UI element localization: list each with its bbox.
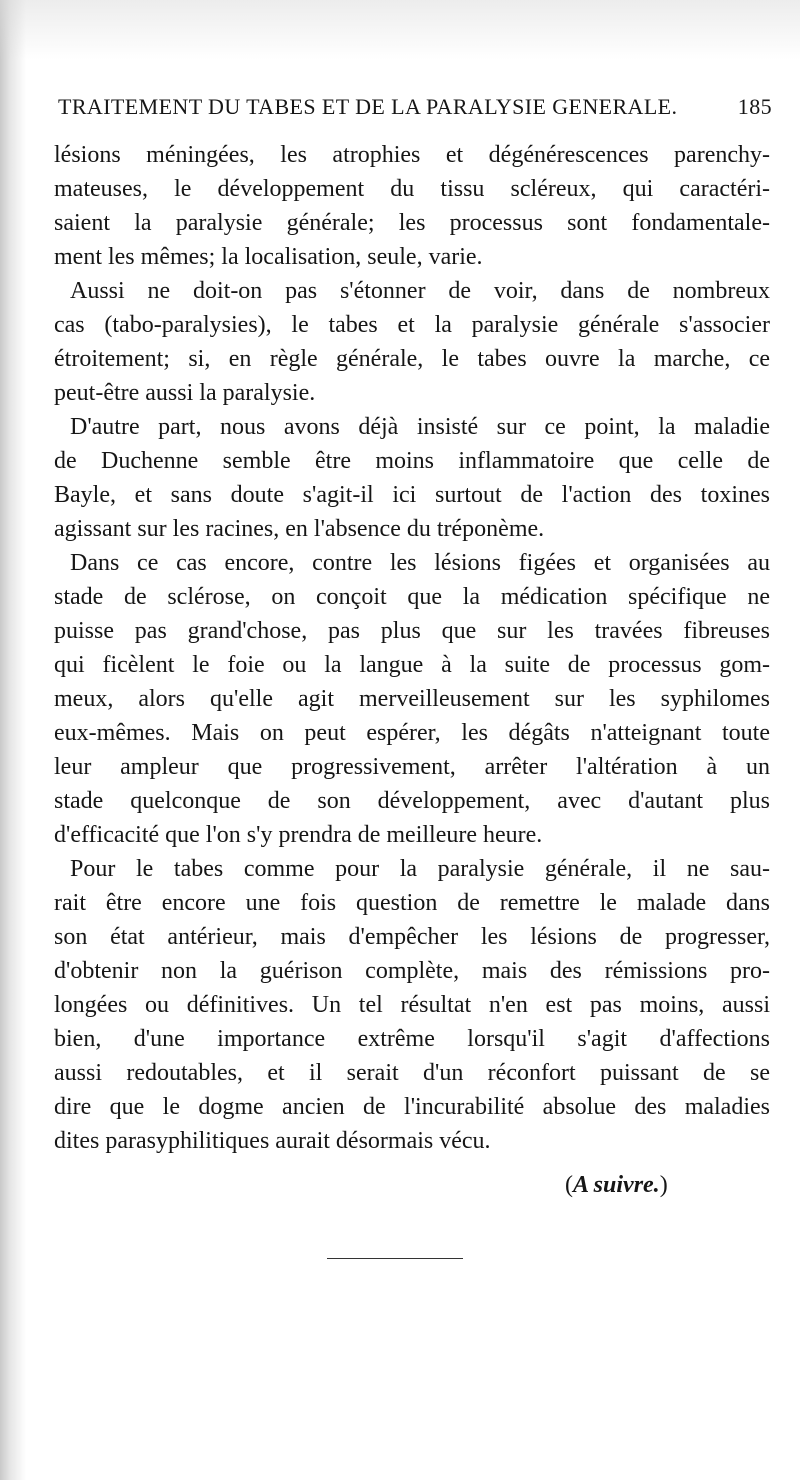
- text-line: lésions méningées, les atrophies et dégénérescences parenchy-: [54, 142, 770, 168]
- text-line: cas (tabo-paralysies), le tabes et la paralysie générale s'associer: [54, 312, 770, 338]
- text-line: dites parasyphilitiques aurait désormais vécu.: [54, 1128, 491, 1154]
- text-line: rait être encore une fois question de remettre le malade dans: [54, 890, 770, 916]
- text-line: Pour le tabes comme pour la paralysie générale, il ne sau-: [70, 856, 770, 882]
- text-line: ment les mêmes; la localisation, seule, varie.: [54, 244, 483, 270]
- page-top-shadow: [0, 0, 800, 60]
- text-line: son état antérieur, mais d'empêcher les lésions de progresser,: [54, 924, 770, 950]
- text-line: saient la paralysie générale; les processus sont fondamentale-: [54, 210, 770, 236]
- page-gutter-shadow: [0, 0, 26, 1480]
- text-line: peut-être aussi la paralysie.: [54, 380, 316, 406]
- text-line: stade quelconque de son développement, avec d'autant plus: [54, 788, 770, 814]
- text-line: aussi redoutables, et il serait d'un réconfort puissant de se: [54, 1060, 770, 1086]
- text-line: D'autre part, nous avons déjà insisté sur ce point, la maladie: [70, 414, 770, 440]
- text-line: Aussi ne doit-on pas s'étonner de voir, dans de nombreux: [70, 278, 770, 304]
- text-line: bien, d'une importance extrême lorsqu'il s'agit d'affections: [54, 1026, 770, 1052]
- text-line: eux-mêmes. Mais on peut espérer, les dégâts n'atteignant toute: [54, 720, 770, 746]
- running-title: TRAITEMENT DU TABES ET DE LA PARALYSIE GENERALE.: [58, 94, 678, 119]
- text-line: puisse pas grand'chose, pas plus que sur les travées fibreuses: [54, 618, 770, 644]
- text-line: d'efficacité que l'on s'y prendra de meilleure heure.: [54, 822, 543, 848]
- text-line: Dans ce cas encore, contre les lésions figées et organisées au: [70, 550, 770, 576]
- text-line: d'obtenir non la guérison complète, mais des rémissions pro-: [54, 958, 770, 984]
- close-parenthesis: ): [659, 1172, 668, 1198]
- running-header: [58, 94, 772, 124]
- text-line: agissant sur les racines, en l'absence du tréponème.: [54, 516, 545, 542]
- text-line: dire que le dogme ancien de l'incurabilité absolue des maladies: [54, 1094, 770, 1120]
- text-line: étroitement; si, en règle générale, le tabes ouvre la marche, ce: [54, 346, 770, 372]
- to-be-continued-note: [565, 1172, 668, 1199]
- text-line: meux, alors qu'elle agit merveilleusement sur les syphilomes: [54, 686, 770, 712]
- text-line: leur ampleur que progressivement, arrêter l'altération à un: [54, 754, 770, 780]
- body-text: [54, 138, 770, 1158]
- text-line: stade de sclérose, on conçoit que la médication spécifique ne: [54, 584, 770, 610]
- to-be-continued-text: A suivre.: [573, 1172, 660, 1198]
- page-number: 185: [737, 94, 772, 119]
- text-line: de Duchenne semble être moins inflammatoire que celle de: [54, 448, 770, 474]
- end-rule-divider: [327, 1258, 463, 1259]
- text-line: longées ou définitives. Un tel résultat n'en est pas moins, aussi: [54, 992, 770, 1018]
- text-line: qui ficèlent le foie ou la langue à la suite de processus gom-: [54, 652, 770, 678]
- text-line: Bayle, et sans doute s'agit-il ici surtout de l'action des toxines: [54, 482, 770, 508]
- open-parenthesis: (: [565, 1172, 573, 1198]
- text-line: mateuses, le développement du tissu scléreux, qui caractéri-: [54, 176, 770, 202]
